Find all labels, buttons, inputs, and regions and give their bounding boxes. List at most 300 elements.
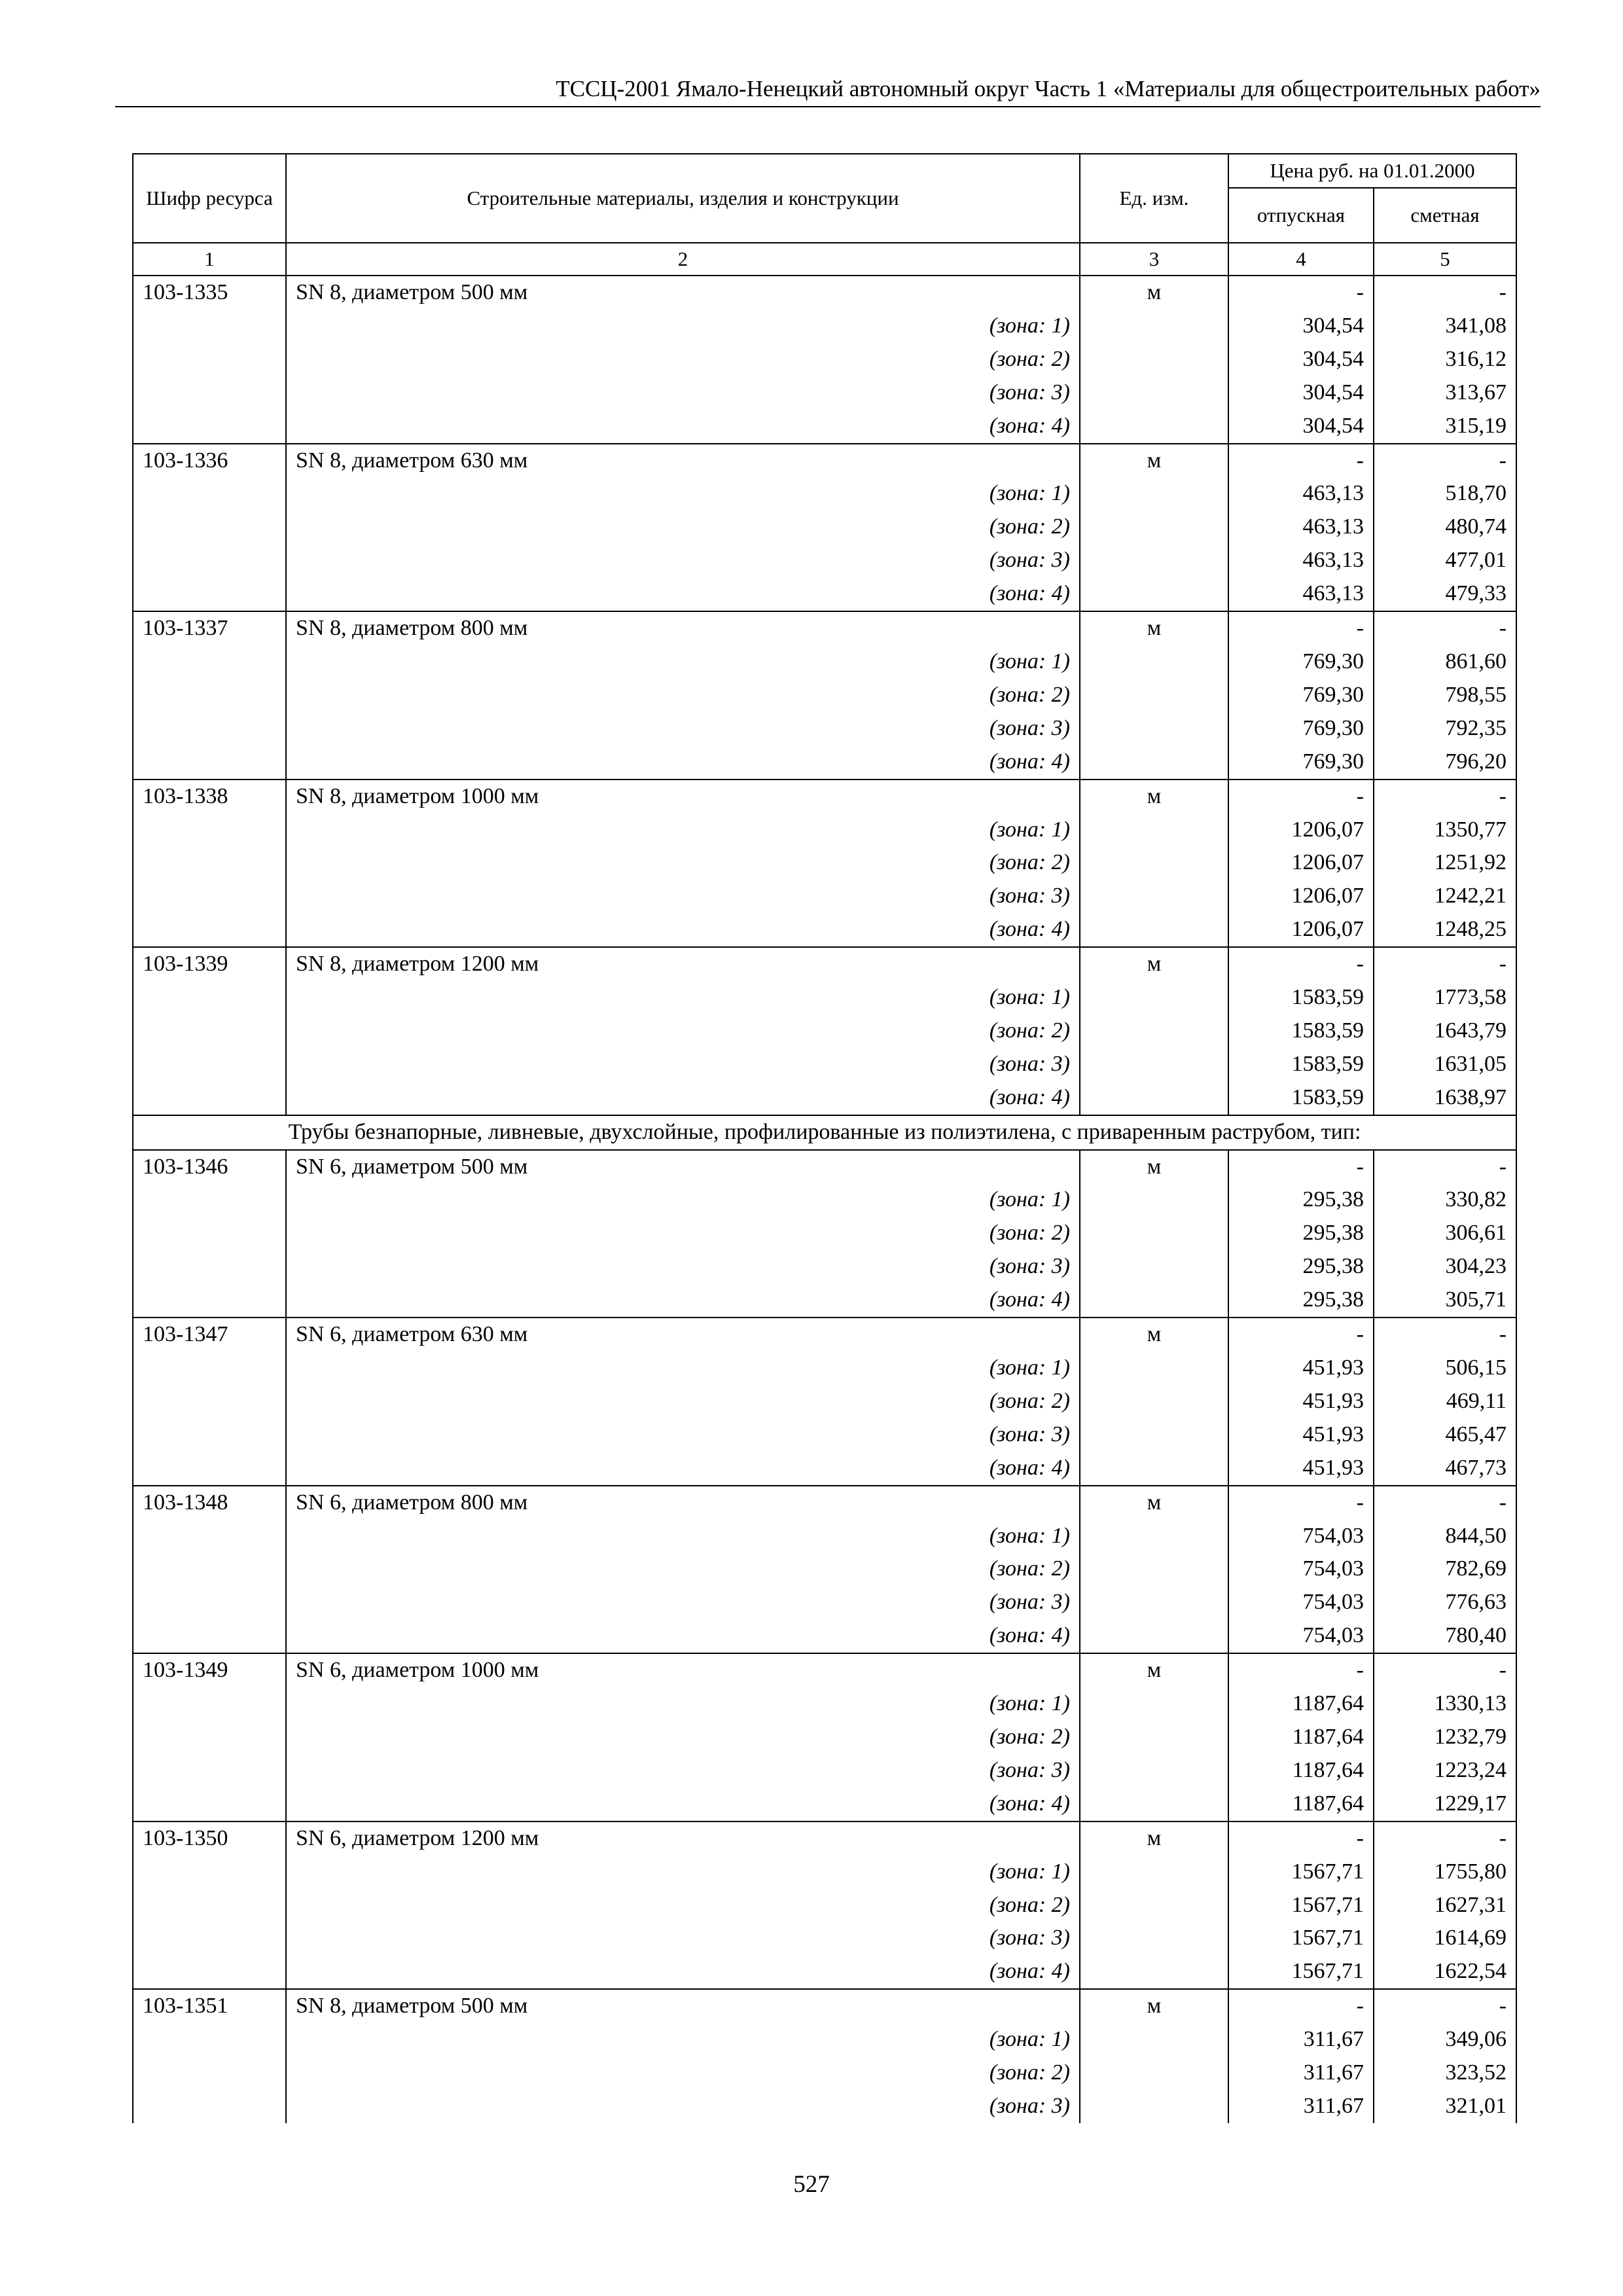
release-price: 1187,64 xyxy=(1228,1754,1374,1787)
table-row xyxy=(133,276,1516,310)
release-price: 1206,07 xyxy=(1228,880,1374,913)
column-numbers-row xyxy=(133,243,1516,276)
release-price: 1583,59 xyxy=(1228,1048,1374,1081)
col-unit-header: Ед. изм. xyxy=(1080,154,1228,243)
zone-row xyxy=(133,814,1516,847)
table-row xyxy=(133,1486,1516,1520)
estimate-price: 349,06 xyxy=(1374,2023,1516,2056)
release-price: - xyxy=(1228,947,1374,981)
zone-row xyxy=(133,1856,1516,1889)
zone-label: (зона: 3) xyxy=(286,880,1080,913)
release-price: 451,93 xyxy=(1228,1452,1374,1486)
zone-row xyxy=(133,880,1516,913)
zone-row xyxy=(133,1922,1516,1955)
zone-label: (зона: 2) xyxy=(286,1014,1080,1048)
estimate-price: - xyxy=(1374,1653,1516,1687)
unit-cell: м xyxy=(1080,947,1228,981)
resource-code-empty xyxy=(133,577,286,611)
estimate-price: 323,52 xyxy=(1374,2056,1516,2090)
estimate-price: 315,19 xyxy=(1374,410,1516,444)
release-price: 1187,64 xyxy=(1228,1687,1374,1721)
unit-cell-empty xyxy=(1080,1520,1228,1553)
zone-row xyxy=(133,846,1516,880)
estimate-price: 796,20 xyxy=(1374,745,1516,780)
estimate-price: 1622,54 xyxy=(1374,1955,1516,1989)
release-price: 451,93 xyxy=(1228,1352,1374,1385)
zone-label: (зона: 3) xyxy=(286,376,1080,410)
zone-row xyxy=(133,1283,1516,1318)
zone-row xyxy=(133,1889,1516,1922)
resource-code: 103-1336 xyxy=(133,444,286,478)
zone-label: (зона: 2) xyxy=(286,343,1080,376)
estimate-price: 330,82 xyxy=(1374,1183,1516,1217)
estimate-price: 1773,58 xyxy=(1374,981,1516,1014)
page-number: 527 xyxy=(793,2171,830,2198)
estimate-price: 467,73 xyxy=(1374,1452,1516,1486)
unit-cell-empty xyxy=(1080,1081,1228,1115)
resource-code-empty xyxy=(133,1687,286,1721)
zone-row xyxy=(133,981,1516,1014)
estimate-price: - xyxy=(1374,780,1516,814)
table-head xyxy=(133,154,1516,276)
estimate-price: 518,70 xyxy=(1374,477,1516,511)
unit-cell-empty xyxy=(1080,343,1228,376)
zone-row xyxy=(133,1754,1516,1787)
resource-code: 103-1351 xyxy=(133,1989,286,2023)
material-name: SN 8, диаметром 500 мм xyxy=(286,1989,1080,2023)
estimate-price: 477,01 xyxy=(1374,544,1516,577)
zone-label: (зона: 2) xyxy=(286,1552,1080,1586)
zone-label: (зона: 4) xyxy=(286,577,1080,611)
zone-label: (зона: 2) xyxy=(286,2056,1080,2090)
zone-row xyxy=(133,1520,1516,1553)
release-price: 1206,07 xyxy=(1228,846,1374,880)
zone-row xyxy=(133,1552,1516,1586)
estimate-price: 480,74 xyxy=(1374,511,1516,544)
estimate-price: - xyxy=(1374,444,1516,478)
resource-code-empty xyxy=(133,511,286,544)
estimate-price: 313,67 xyxy=(1374,376,1516,410)
estimate-price: 1229,17 xyxy=(1374,1787,1516,1821)
zone-label: (зона: 2) xyxy=(286,1217,1080,1250)
zone-label: (зона: 3) xyxy=(286,1754,1080,1787)
unit-cell: м xyxy=(1080,1821,1228,1856)
release-price: 1583,59 xyxy=(1228,1014,1374,1048)
release-price: 304,54 xyxy=(1228,310,1374,343)
resource-code-empty xyxy=(133,1183,286,1217)
unit-cell-empty xyxy=(1080,577,1228,611)
zone-row xyxy=(133,1787,1516,1821)
unit-cell-empty xyxy=(1080,880,1228,913)
release-price: 451,93 xyxy=(1228,1385,1374,1418)
material-name: SN 8, диаметром 800 мм xyxy=(286,611,1080,645)
unit-cell-empty xyxy=(1080,913,1228,947)
resource-code-empty xyxy=(133,913,286,947)
unit-cell-empty xyxy=(1080,1586,1228,1619)
release-price: - xyxy=(1228,1318,1374,1352)
release-price: 754,03 xyxy=(1228,1586,1374,1619)
release-price: 311,67 xyxy=(1228,2090,1374,2123)
release-price: 1583,59 xyxy=(1228,981,1374,1014)
estimate-price: 1242,21 xyxy=(1374,880,1516,913)
estimate-price: 782,69 xyxy=(1374,1552,1516,1586)
unit-cell: м xyxy=(1080,1653,1228,1687)
zone-label: (зона: 1) xyxy=(286,2023,1080,2056)
unit-cell-empty xyxy=(1080,1048,1228,1081)
zone-label: (зона: 4) xyxy=(286,1787,1080,1821)
zone-row xyxy=(133,2090,1516,2123)
zone-label: (зона: 1) xyxy=(286,1183,1080,1217)
zone-row xyxy=(133,577,1516,611)
col-name-header: Строительные материалы, изделия и конструкции xyxy=(286,154,1080,243)
unit-cell-empty xyxy=(1080,712,1228,745)
zone-row xyxy=(133,2056,1516,2090)
unit-cell-empty xyxy=(1080,1721,1228,1754)
zone-row xyxy=(133,410,1516,444)
unit-cell-empty xyxy=(1080,1856,1228,1889)
resource-code-empty xyxy=(133,477,286,511)
unit-cell-empty xyxy=(1080,310,1228,343)
estimate-price: 780,40 xyxy=(1374,1619,1516,1653)
resource-code-empty xyxy=(133,814,286,847)
release-price: 1187,64 xyxy=(1228,1787,1374,1821)
table-body xyxy=(133,276,1516,2123)
table-row xyxy=(133,611,1516,645)
col-number: 3 xyxy=(1080,243,1228,276)
release-price: 1206,07 xyxy=(1228,913,1374,947)
resource-code-empty xyxy=(133,343,286,376)
unit-cell: м xyxy=(1080,276,1228,310)
estimate-price: 1330,13 xyxy=(1374,1687,1516,1721)
zone-label: (зона: 1) xyxy=(286,1520,1080,1553)
resource-code-empty xyxy=(133,376,286,410)
estimate-price: 1755,80 xyxy=(1374,1856,1516,1889)
release-price: 295,38 xyxy=(1228,1250,1374,1283)
zone-row xyxy=(133,712,1516,745)
zone-row xyxy=(133,376,1516,410)
zone-label: (зона: 4) xyxy=(286,1955,1080,1989)
section-row xyxy=(133,1115,1516,1150)
resource-code: 103-1346 xyxy=(133,1150,286,1184)
resource-code-empty xyxy=(133,981,286,1014)
release-price: 754,03 xyxy=(1228,1552,1374,1586)
release-price: - xyxy=(1228,611,1374,645)
resource-code-empty xyxy=(133,745,286,780)
material-name: SN 6, диаметром 1000 мм xyxy=(286,1653,1080,1687)
resource-code: 103-1349 xyxy=(133,1653,286,1687)
release-price: 311,67 xyxy=(1228,2056,1374,2090)
estimate-price: 861,60 xyxy=(1374,645,1516,679)
material-name: SN 6, диаметром 1200 мм xyxy=(286,1821,1080,1856)
zone-label: (зона: 3) xyxy=(286,1048,1080,1081)
table-row xyxy=(133,1821,1516,1856)
unit-cell-empty xyxy=(1080,1754,1228,1787)
release-price: 304,54 xyxy=(1228,376,1374,410)
zone-row xyxy=(133,1048,1516,1081)
unit-cell-empty xyxy=(1080,2056,1228,2090)
material-name: SN 8, диаметром 1000 мм xyxy=(286,780,1080,814)
zone-label: (зона: 2) xyxy=(286,1385,1080,1418)
zone-row xyxy=(133,2023,1516,2056)
resource-code: 103-1337 xyxy=(133,611,286,645)
zone-label: (зона: 4) xyxy=(286,1081,1080,1115)
unit-cell-empty xyxy=(1080,1452,1228,1486)
section-title: Трубы безнапорные, ливневые, двухслойные, профилированные из полиэтилена, с приваренным раструбом, тип: xyxy=(133,1115,1516,1150)
zone-row xyxy=(133,745,1516,780)
unit-cell-empty xyxy=(1080,1283,1228,1318)
zone-label: (зона: 3) xyxy=(286,1250,1080,1283)
col-price-group-header: Цена руб. на 01.01.2000 xyxy=(1228,154,1516,188)
zone-label: (зона: 3) xyxy=(286,544,1080,577)
estimate-price: 1614,69 xyxy=(1374,1922,1516,1955)
unit-cell: м xyxy=(1080,1318,1228,1352)
zone-row xyxy=(133,1619,1516,1653)
unit-cell-empty xyxy=(1080,2090,1228,2123)
resource-code: 103-1348 xyxy=(133,1486,286,1520)
release-price: 463,13 xyxy=(1228,477,1374,511)
resource-code-empty xyxy=(133,544,286,577)
zone-label: (зона: 4) xyxy=(286,1452,1080,1486)
zone-label: (зона: 1) xyxy=(286,1856,1080,1889)
release-price: 463,13 xyxy=(1228,577,1374,611)
release-price: 311,67 xyxy=(1228,2023,1374,2056)
release-price: - xyxy=(1228,276,1374,310)
release-price: 1567,71 xyxy=(1228,1889,1374,1922)
estimate-price: 1223,24 xyxy=(1374,1754,1516,1787)
unit-cell-empty xyxy=(1080,745,1228,780)
estimate-price: 798,55 xyxy=(1374,679,1516,712)
unit-cell-empty xyxy=(1080,477,1228,511)
resource-code-empty xyxy=(133,2090,286,2123)
zone-label: (зона: 1) xyxy=(286,645,1080,679)
release-price: - xyxy=(1228,444,1374,478)
zone-row xyxy=(133,1014,1516,1048)
zone-label: (зона: 4) xyxy=(286,745,1080,780)
release-price: 1206,07 xyxy=(1228,814,1374,847)
release-price: 1187,64 xyxy=(1228,1721,1374,1754)
release-price: - xyxy=(1228,1989,1374,2023)
table-row xyxy=(133,444,1516,478)
release-price: 769,30 xyxy=(1228,679,1374,712)
zone-row xyxy=(133,511,1516,544)
col-number: 4 xyxy=(1228,243,1374,276)
estimate-price: 1631,05 xyxy=(1374,1048,1516,1081)
material-name: SN 8, диаметром 500 мм xyxy=(286,276,1080,310)
estimate-price: - xyxy=(1374,1821,1516,1856)
zone-label: (зона: 4) xyxy=(286,913,1080,947)
release-price: 754,03 xyxy=(1228,1520,1374,1553)
unit-cell: м xyxy=(1080,1989,1228,2023)
resource-code-empty xyxy=(133,1217,286,1250)
estimate-price: 1248,25 xyxy=(1374,913,1516,947)
release-price: - xyxy=(1228,1653,1374,1687)
material-name: SN 8, диаметром 1200 мм xyxy=(286,947,1080,981)
unit-cell-empty xyxy=(1080,1787,1228,1821)
price-table xyxy=(132,153,1517,2123)
resource-code-empty xyxy=(133,846,286,880)
estimate-price: 1643,79 xyxy=(1374,1014,1516,1048)
zone-label: (зона: 2) xyxy=(286,1721,1080,1754)
zone-label: (зона: 3) xyxy=(286,1418,1080,1452)
estimate-price: 341,08 xyxy=(1374,310,1516,343)
release-price: 463,13 xyxy=(1228,544,1374,577)
table-row xyxy=(133,1653,1516,1687)
resource-code-empty xyxy=(133,410,286,444)
zone-row xyxy=(133,1081,1516,1115)
resource-code-empty xyxy=(133,1385,286,1418)
release-price: - xyxy=(1228,1821,1374,1856)
unit-cell-empty xyxy=(1080,814,1228,847)
unit-cell-empty xyxy=(1080,1183,1228,1217)
zone-row xyxy=(133,477,1516,511)
zone-label: (зона: 2) xyxy=(286,679,1080,712)
col-number: 5 xyxy=(1374,243,1516,276)
zone-row xyxy=(133,1721,1516,1754)
header-title: ТССЦ-2001 Ямало-Ненецкий автономный округ Часть 1 «Материалы для общестроительных работ» xyxy=(556,76,1541,101)
zone-label: (зона: 1) xyxy=(286,814,1080,847)
zone-label: (зона: 2) xyxy=(286,846,1080,880)
zone-label: (зона: 4) xyxy=(286,1619,1080,1653)
estimate-price: 306,61 xyxy=(1374,1217,1516,1250)
unit-cell-empty xyxy=(1080,511,1228,544)
resource-code-empty xyxy=(133,1922,286,1955)
zone-row xyxy=(133,1352,1516,1385)
resource-code: 103-1350 xyxy=(133,1821,286,1856)
release-price: 754,03 xyxy=(1228,1619,1374,1653)
resource-code-empty xyxy=(133,1452,286,1486)
zone-label: (зона: 1) xyxy=(286,477,1080,511)
estimate-price: 1638,97 xyxy=(1374,1081,1516,1115)
zone-row xyxy=(133,1955,1516,1989)
release-price: 769,30 xyxy=(1228,712,1374,745)
resource-code-empty xyxy=(133,1081,286,1115)
resource-code: 103-1347 xyxy=(133,1318,286,1352)
resource-code-empty xyxy=(133,645,286,679)
unit-cell-empty xyxy=(1080,1250,1228,1283)
material-name: SN 6, диаметром 800 мм xyxy=(286,1486,1080,1520)
resource-code-empty xyxy=(133,1787,286,1821)
zone-label: (зона: 3) xyxy=(286,712,1080,745)
estimate-price: 506,15 xyxy=(1374,1352,1516,1385)
estimate-price: - xyxy=(1374,947,1516,981)
col-number: 1 xyxy=(133,243,286,276)
estimate-price: 776,63 xyxy=(1374,1586,1516,1619)
estimate-price: - xyxy=(1374,1486,1516,1520)
unit-cell-empty xyxy=(1080,1889,1228,1922)
zone-row xyxy=(133,1183,1516,1217)
estimate-price: 316,12 xyxy=(1374,343,1516,376)
unit-cell-empty xyxy=(1080,1922,1228,1955)
release-price: - xyxy=(1228,1150,1374,1184)
zone-label: (зона: 1) xyxy=(286,310,1080,343)
unit-cell-empty xyxy=(1080,544,1228,577)
zone-label: (зона: 1) xyxy=(286,1352,1080,1385)
col-release-header: отпускная xyxy=(1228,188,1374,243)
table-row xyxy=(133,947,1516,981)
resource-code-empty xyxy=(133,310,286,343)
resource-code-empty xyxy=(133,1352,286,1385)
resource-code-empty xyxy=(133,1014,286,1048)
table-row xyxy=(133,1150,1516,1184)
unit-cell-empty xyxy=(1080,1385,1228,1418)
zone-row xyxy=(133,1250,1516,1283)
col-estimate-header: сметная xyxy=(1374,188,1516,243)
zone-row xyxy=(133,1217,1516,1250)
page-header xyxy=(115,73,1541,107)
estimate-price: - xyxy=(1374,1989,1516,2023)
resource-code: 103-1339 xyxy=(133,947,286,981)
zone-label: (зона: 1) xyxy=(286,1687,1080,1721)
zone-label: (зона: 3) xyxy=(286,1586,1080,1619)
zone-row xyxy=(133,1452,1516,1486)
estimate-price: 304,23 xyxy=(1374,1250,1516,1283)
unit-cell-empty xyxy=(1080,1352,1228,1385)
release-price: 304,54 xyxy=(1228,343,1374,376)
unit-cell-empty xyxy=(1080,846,1228,880)
resource-code-empty xyxy=(133,1250,286,1283)
zone-label: (зона: 1) xyxy=(286,981,1080,1014)
zone-row xyxy=(133,679,1516,712)
estimate-price: 321,01 xyxy=(1374,2090,1516,2123)
zone-label: (зона: 2) xyxy=(286,511,1080,544)
unit-cell-empty xyxy=(1080,981,1228,1014)
unit-cell: м xyxy=(1080,1486,1228,1520)
zone-row xyxy=(133,343,1516,376)
unit-cell: м xyxy=(1080,780,1228,814)
resource-code-empty xyxy=(133,1520,286,1553)
release-price: - xyxy=(1228,1486,1374,1520)
estimate-price: - xyxy=(1374,276,1516,310)
unit-cell: м xyxy=(1080,611,1228,645)
resource-code-empty xyxy=(133,880,286,913)
zone-row xyxy=(133,1385,1516,1418)
unit-cell-empty xyxy=(1080,1955,1228,1989)
unit-cell-empty xyxy=(1080,1552,1228,1586)
col-number: 2 xyxy=(286,243,1080,276)
release-price: - xyxy=(1228,780,1374,814)
release-price: 295,38 xyxy=(1228,1183,1374,1217)
release-price: 1583,59 xyxy=(1228,1081,1374,1115)
zone-label: (зона: 3) xyxy=(286,1922,1080,1955)
unit-cell-empty xyxy=(1080,2023,1228,2056)
resource-code-empty xyxy=(133,679,286,712)
resource-code-empty xyxy=(133,712,286,745)
resource-code-empty xyxy=(133,1048,286,1081)
resource-code-empty xyxy=(133,1889,286,1922)
zone-row xyxy=(133,310,1516,343)
estimate-price: 1350,77 xyxy=(1374,814,1516,847)
zone-row xyxy=(133,913,1516,947)
unit-cell-empty xyxy=(1080,1014,1228,1048)
resource-code: 103-1335 xyxy=(133,276,286,310)
zone-row xyxy=(133,1586,1516,1619)
estimate-price: - xyxy=(1374,1150,1516,1184)
estimate-price: 1251,92 xyxy=(1374,846,1516,880)
estimate-price: 465,47 xyxy=(1374,1418,1516,1452)
unit-cell-empty xyxy=(1080,679,1228,712)
zone-row xyxy=(133,1687,1516,1721)
resource-code: 103-1338 xyxy=(133,780,286,814)
unit-cell-empty xyxy=(1080,1687,1228,1721)
resource-code-empty xyxy=(133,1552,286,1586)
zone-row xyxy=(133,544,1516,577)
release-price: 463,13 xyxy=(1228,511,1374,544)
resource-code-empty xyxy=(133,1856,286,1889)
resource-code-empty xyxy=(133,2023,286,2056)
resource-code-empty xyxy=(133,1955,286,1989)
zone-label: (зона: 3) xyxy=(286,2090,1080,2123)
estimate-price: 1232,79 xyxy=(1374,1721,1516,1754)
